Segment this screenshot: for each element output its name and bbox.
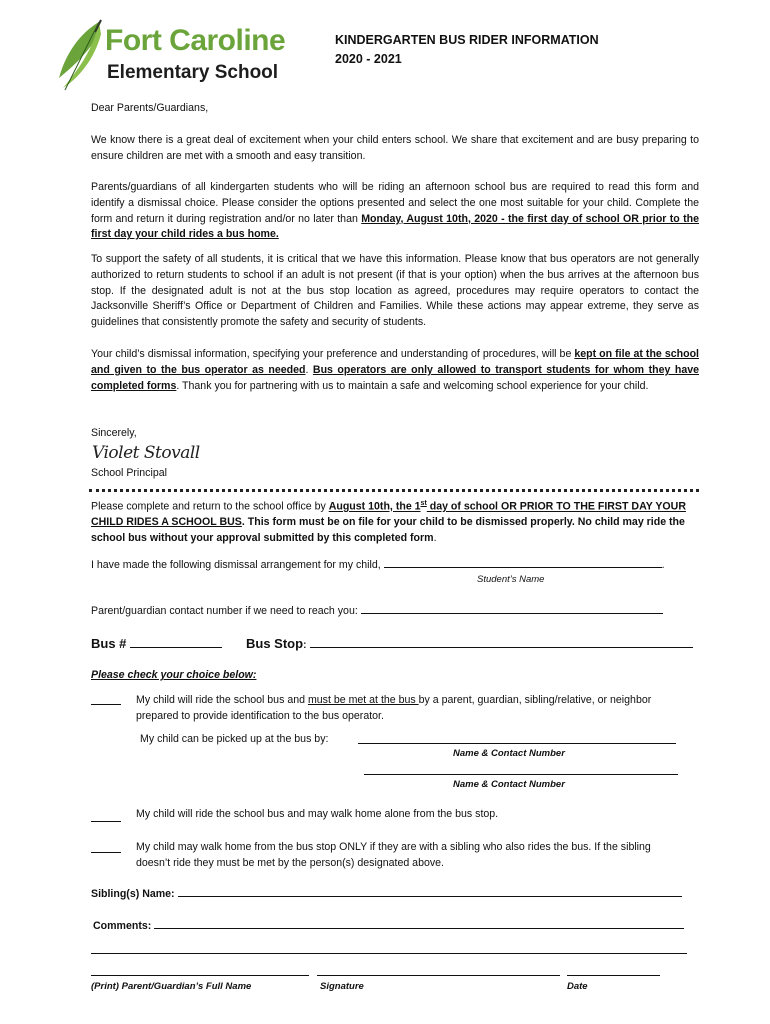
print-name-field[interactable] (91, 966, 309, 976)
school-year: 2020 - 2021 (335, 52, 402, 66)
date-caption: Date (567, 981, 588, 992)
print-name-caption: (Print) Parent/Guardian’s Full Name (91, 981, 252, 992)
bus-number-row: Bus # (91, 636, 222, 651)
name-contact-caption-1: Name & Contact Number (453, 748, 565, 759)
dotted-divider (89, 489, 699, 492)
bus-number-field[interactable] (130, 636, 222, 648)
school-logo (55, 18, 335, 96)
comments-field-1[interactable] (154, 919, 684, 929)
arrangement-row: I have made the following dismissal arrangement for my child, . (91, 559, 665, 571)
choice1-text: My child will ride the school bus and must be met at the bus by a parent, guardian, sibling/relative, or neighbor prepared to provide identification to the bus operator. (136, 694, 652, 722)
form-intro: Please complete and return to the school office by August 10th, the 1st day of school OR PRIOR TO THE FIRST DAY YOUR CHILD RIDES A SCHOOL BUS. This form must be on file for your child to be dismissed properly. No child may ride the school bus without your approval submitted by this completed form. (91, 500, 686, 545)
closing: Sincerely, (91, 427, 137, 439)
logo-line1: Fort Caroline (105, 24, 286, 57)
principal-signature: Violet Stovall (92, 443, 200, 463)
pickup-person-field-1[interactable] (358, 734, 676, 744)
paragraph-1: We know there is a great deal of excitement when your child enters school. We share that excitement and are busy preparing to ensure children are met with a smooth and easy transition. (91, 134, 699, 162)
paragraph-4: Your child’s dismissal information, specifying your preference and understanding of procedures, will be kept on file at the school and given to the bus operator as needed. Bus operators are only allowed to transport students for whom they have completed forms. Thank you for partnering with us to maintain a safe and welcoming school experience for your child. (91, 348, 699, 392)
pickup-label: My child can be picked up at the bus by: (140, 733, 329, 745)
contact-row: Parent/guardian contact number if we need to reach you: (91, 604, 701, 617)
date-field[interactable] (567, 966, 660, 976)
signer-title: School Principal (91, 467, 167, 479)
sibling-row: Sibling(s) Name: (91, 887, 682, 900)
logo-line2: Elementary School (107, 62, 279, 83)
contact-number-field[interactable] (361, 604, 663, 614)
name-contact-caption-2: Name & Contact Number (453, 779, 565, 790)
choice-heading: Please check your choice below: (91, 669, 257, 681)
choice1-checkbox[interactable] (91, 695, 121, 705)
choice2-checkbox[interactable] (91, 812, 121, 822)
greeting: Dear Parents/Guardians, (91, 102, 209, 114)
comments-row: Comments: (93, 919, 684, 932)
bus-stop-row: Bus Stop: (246, 636, 693, 651)
choice3-checkbox[interactable] (91, 843, 121, 853)
choice3-text: My child may walk home from the bus stop ONLY if they are with a sibling who also rides the bus. If the sibling doesn’t ride they must be met by the person(s) designated above. (136, 841, 651, 869)
pickup-person-field-2[interactable] (364, 765, 678, 775)
student-name-caption: Student’s Name (477, 574, 545, 585)
paragraph-3: To support the safety of all students, it is critical that we have this information. Please know that bus operators are not generally authorized to return students to school if an adult is not present (if that is your option) when the bus arrives at the afternoon bus stop. If the designated adult is not at the bus stop location as agreed, procedures may require operators to contact the Jacksonville Sheriff’s Office or Department of Children and Families. While these actions may appear extreme, they serve as guidelines that consistently promote the safety and security of students. (91, 253, 699, 329)
comments-field-2[interactable] (91, 944, 687, 954)
sibling-name-field[interactable] (178, 887, 682, 897)
choice2-text: My child will ride the school bus and may walk home alone from the bus stop. (136, 808, 499, 820)
signature-field[interactable] (317, 966, 560, 976)
bus-stop-field[interactable] (310, 636, 693, 648)
paragraph-2: Parents/guardians of all kindergarten students who will be riding an afternoon school bus are required to read this form and identify a dismissal choice. Please consider the options presented and select the one most suitable for your child. Complete the form and return it during registration and/or no later than Monday, August 10th, 2020 - the first day of school OR prior to the first day your child rides a bus home. (91, 181, 699, 241)
signature-caption: Signature (320, 981, 364, 992)
student-name-field[interactable] (384, 558, 662, 568)
page-title: KINDERGARTEN BUS RIDER INFORMATION (335, 33, 599, 47)
